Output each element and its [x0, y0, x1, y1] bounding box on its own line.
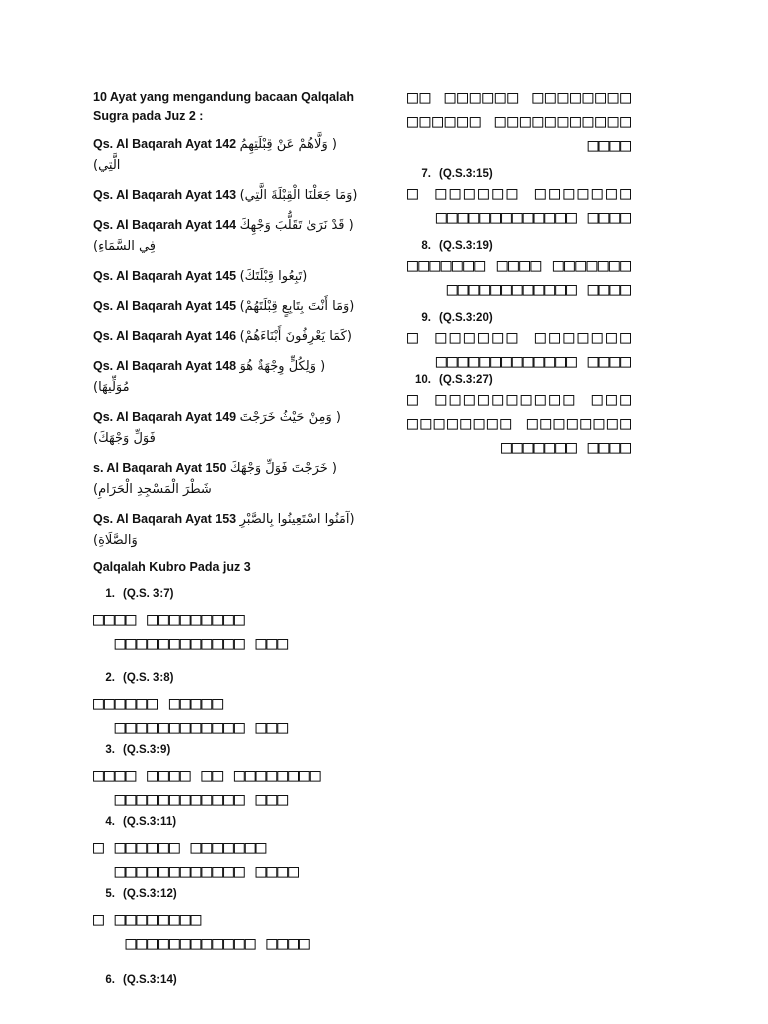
ayat-label: Qs. Al Baqarah Ayat 148	[93, 359, 240, 373]
right-column	[407, 86, 631, 460]
arabic-text: ( وَلَّاهُمْ عَنْ قِبْلَتِهِمُ الَّتِي)	[93, 137, 337, 173]
verse-line: □□□□□□□□□□□□ □□□□	[93, 861, 299, 882]
entry-number: 1.	[105, 588, 115, 600]
ayat-entry	[93, 266, 361, 287]
verse-line: □□□□□□ □□□□□	[93, 693, 224, 714]
verse-text: □ □□□□□□ □□□□□□□ □□□□□□□□□□□□□ □□□□	[407, 183, 631, 228]
verse-line: □ □□□□□□□□	[93, 909, 202, 930]
kubro-entry	[407, 312, 631, 374]
ayat-label: Qs. Al Baqarah Ayat 149	[93, 410, 240, 424]
ayat-label: Qs. Al Baqarah Ayat 145	[93, 299, 240, 313]
ayat-label: Qs. Al Baqarah Ayat 153	[93, 512, 240, 526]
entry-number: 2.	[105, 672, 115, 684]
entry-number: 6.	[105, 974, 115, 986]
ayat-label: Qs. Al Baqarah Ayat 145	[93, 269, 240, 283]
verse-line: □□□□□□□□□□□□ □□□□	[93, 933, 310, 954]
kubro-entry	[407, 240, 631, 302]
entry-number: 9.	[421, 312, 431, 324]
verse-reference	[407, 168, 631, 180]
entry-number: 10.	[415, 374, 431, 386]
kubro-entry	[93, 816, 361, 884]
arabic-text: (وَمَا جَعَلْنَا الْقِبْلَةَ الَّتِي)	[239, 188, 358, 203]
verse-reference	[407, 240, 631, 252]
reference-text: (Q.S. 3:7)	[123, 588, 174, 600]
entry-number: 5.	[105, 888, 115, 900]
ayat-label: Qs. Al Baqarah Ayat 144	[93, 218, 240, 232]
kubro-entry	[407, 374, 631, 460]
reference-text: (Q.S.3:27)	[439, 374, 493, 386]
ayat-label: Qs. Al Baqarah Ayat 142	[93, 137, 240, 151]
verse-reference	[93, 974, 361, 986]
reference-text: (Q.S.3:12)	[123, 888, 177, 900]
verse-reference	[93, 588, 361, 600]
sugra-list	[93, 134, 361, 551]
verse-line: □ □□□□□□ □□□□□□□	[93, 837, 267, 858]
verse-reference	[93, 672, 361, 684]
ayat-label: Qs. Al Baqarah Ayat 146	[93, 329, 240, 343]
verse-line: □□□□ □□□□□□□□□	[93, 609, 245, 630]
verse-text: □ □□□□□□ □□□□□□□ □□□□□□□□□□□□□ □□□□	[407, 327, 631, 372]
kubro-entry	[93, 888, 361, 956]
left-column	[93, 88, 361, 994]
ayat-entry	[93, 326, 361, 347]
ayat-entry	[93, 296, 361, 317]
page-title: 10 Ayat yang mengandung bacaan Qalqalah Sugra pada Juz 2 :	[93, 90, 354, 123]
ayat-entry	[93, 458, 361, 500]
kubro-entry	[93, 672, 361, 740]
verse-text: □□□□□□□ □□□□ □□□□□□□ □□□□□□□□□□□□ □□□□	[407, 255, 631, 300]
entry-number: 8.	[421, 240, 431, 252]
arabic-text: ( قَدْ نَرَىٰ تَقَلُّبَ وَجْهِكَ فِي السَّمَاءِ)	[93, 218, 354, 254]
entry-number: 3.	[105, 744, 115, 756]
reference-text: (Q.S.3:9)	[123, 744, 171, 756]
arabic-text: (كَمَا يَعْرِفُونَ أَبْنَاءَهُمْ)	[239, 329, 352, 344]
kubro-entry	[93, 588, 361, 656]
arabic-text: ( خَرَجْتَ فَوَلِّ وَجْهَكَ شَطْرَ الْمَسْجِدِ الْحَرَامِ)	[93, 461, 337, 497]
verse-line: □□□□□□□□□□□□ □□□	[93, 633, 289, 654]
verse-reference	[93, 888, 361, 900]
verse-line: □□□□□□□□□□□□ □□□	[93, 717, 289, 738]
ayat-entry	[93, 356, 361, 398]
reference-text: (Q.S.3:15)	[439, 168, 493, 180]
arabic-text: ( وَمِنْ حَيْثُ خَرَجْتَ فَوَلِّ وَجْهَكَ)	[93, 410, 341, 446]
verse-reference	[93, 816, 361, 828]
arabic-text: (وَمَا أَنْتَ بِتَابِعٍ قِبْلَتَهُمْ)	[239, 299, 355, 314]
reference-text: (Q.S.3:14)	[123, 974, 177, 986]
verse-text: □ □□□□□□□□□□ □□□ □□□□□□□□ □□□□□□□□ □□□□□□□ □□□□	[407, 389, 631, 458]
entry-number: 4.	[105, 816, 115, 828]
reference-text: (Q.S.3:19)	[439, 240, 493, 252]
verse-text: □□ □□□□□□ □□□□□□□□ □□□□□□ □□□□□□□□□□□ □□□□	[407, 87, 631, 156]
ayat-label: Qs. Al Baqarah Ayat 143	[93, 188, 240, 202]
kubro-heading: Qalqalah Kubro Pada juz 3	[93, 560, 251, 574]
arabic-text: (تَبِعُوا قِبْلَتَكَ)	[239, 269, 308, 284]
kubro-entry	[407, 168, 631, 230]
kubro-entry	[93, 974, 361, 986]
ayat-entry	[93, 407, 361, 449]
reference-text: (Q.S. 3:8)	[123, 672, 174, 684]
entry-number: 7.	[421, 168, 431, 180]
verse-line: □□□□□□□□□□□□ □□□	[93, 789, 289, 810]
kubro-right-list	[407, 168, 631, 460]
ayat-entry	[93, 215, 361, 257]
verse-reference	[93, 744, 361, 756]
ayat-entry	[93, 134, 361, 176]
kubro-left-list	[93, 588, 361, 986]
reference-text: (Q.S.3:20)	[439, 312, 493, 324]
reference-text: (Q.S.3:11)	[123, 816, 177, 828]
arabic-text: (آمَنُوا اسْتَعِينُوا بِالصَّبْرِ وَالصَّلَاةِ)	[93, 512, 355, 548]
ayat-label: s. Al Baqarah Ayat 150	[93, 461, 230, 475]
verse-reference	[407, 374, 631, 386]
verse-reference	[407, 312, 631, 324]
kubro-entry	[93, 744, 361, 812]
ayat-entry	[93, 185, 361, 206]
arabic-text: ( وَلِكُلٍّ وِجْهَةٌ هُوَ مُوَلِّيهَا)	[93, 359, 326, 395]
verse-line: □□□□ □□□□ □□ □□□□□□□□	[93, 765, 321, 786]
ayat-entry	[93, 509, 361, 551]
